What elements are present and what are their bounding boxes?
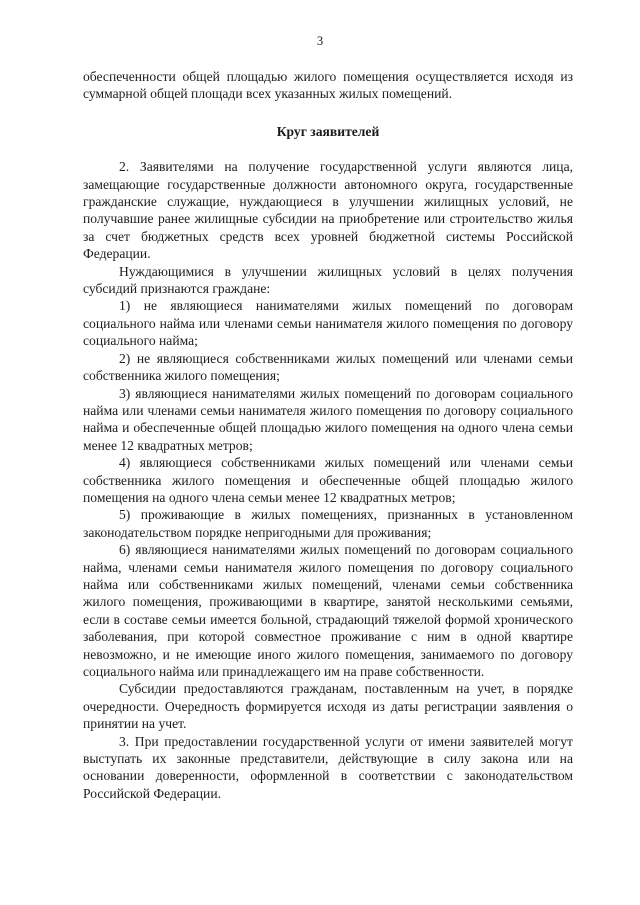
list-item-2: 2) не являющиеся собственниками жилых помещений или членами семьи собственника жилого помещения; <box>83 350 573 384</box>
paragraph-representatives: 3. При предоставлении государственной услуги от имени заявителей могут выступать их законные представители, действующие в силу закона или на основании доверенности, оформленной в соответствии с законодательством Российской Федерации. <box>83 733 573 801</box>
list-item-3: 3) являющиеся нанимателями жилых помещений по договорам социального найма или членами семьи нанимателя жилого помещения по договору социального найма и обеспеченные общей площадью жилого помещения на одного члена семьи менее 12 квадратных метров; <box>83 385 573 453</box>
lead-paragraph: обеспеченности общей площадью жилого помещения осуществляется исходя из суммарной общей площади всех указанных жилых помещений. <box>83 69 573 102</box>
paragraph-needy-definition: Нуждающимися в улучшении жилищных условий в целях получения субсидий признаются граждане: <box>83 263 573 297</box>
list-item-6: 6) являющиеся нанимателями жилых помещений по договорам социального найма, членами семьи нанимателя жилого помещения по договору социального найма или собственниками жилых помещений, членами семьи собственника жилого помещения, проживающими в квартире, занятой несколькими семьями, если в составе семьи имеется больной, страдающий тяжелой формой хронического заболевания, при которой совместное проживание с ним в одной квартире невозможно, и не имеющие иного жилого помещения, занимаемого по договору социального найма или принадлежащего им на праве собственности. <box>83 542 573 679</box>
list-item-1: 1) не являющиеся нанимателями жилых помещений по договорам социального найма или членами семьи нанимателя жилого помещения по договору социального найма; <box>83 298 573 349</box>
section-heading: Круг заявителей <box>276 123 380 139</box>
list-item-4: 4) являющиеся собственниками жилых помещений или членами семьи собственника жилого помещения и обеспеченные общей площадью жилого помещения на одного члена семьи менее 12 квадратных метров; <box>83 455 573 505</box>
page-number: 3 <box>316 34 324 48</box>
paragraph-applicants: 2. Заявителями на получение государственной услуги являются лица, замещающие государственные должности автономного округа, государственные гражданские служащие, нуждающиеся в улучшении жилищных условий, не получавшие ранее жилищные субсидии на приобретение или строительство жилья за счет бюджетных средств всех уровней бюджетной системы Российской Федерации. <box>83 159 573 262</box>
paragraph-subsidies-order: Субсидии предоставляются гражданам, поставленным на учет, в порядке очередности. Очередность формируется исходя из даты регистрации заявления о принятии на учет. <box>83 681 573 732</box>
list-item-5: 5) проживающие в жилых помещениях, признанных в установленном законодательством порядке непригодными для проживания; <box>83 507 573 540</box>
document-body <box>83 68 573 802</box>
